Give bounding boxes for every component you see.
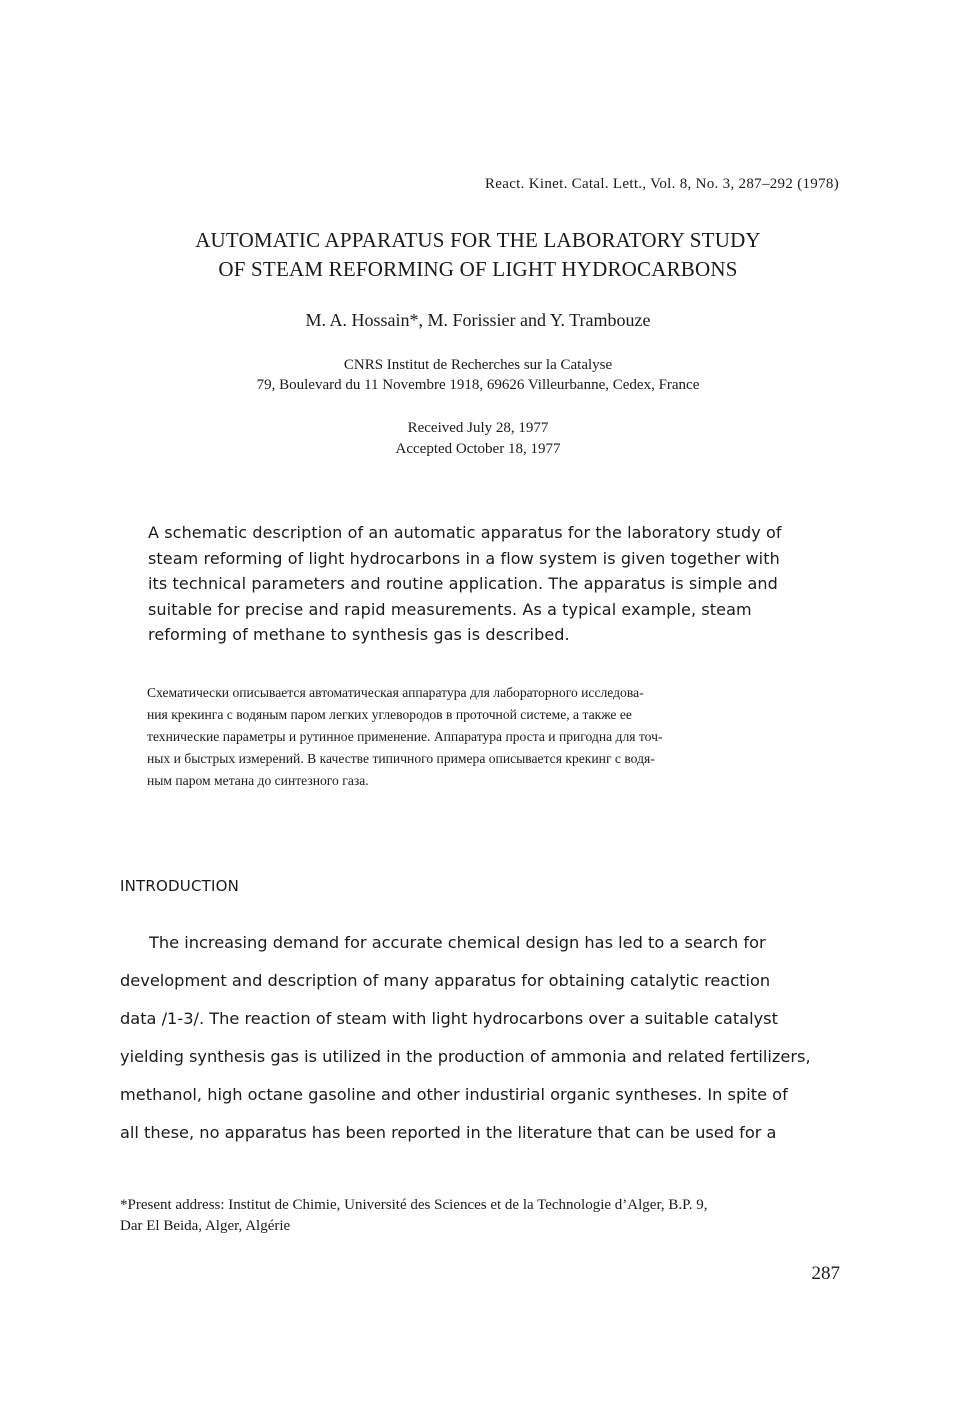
title-line: AUTOMATIC APPARATUS FOR THE LABORATORY STUDY xyxy=(195,228,761,252)
abstract-line: Схематически описывается автоматическая аппаратура для лабораторного исследова- xyxy=(147,685,644,700)
body-line: methanol, high octane gasoline and other industirial organic syntheses. In spite of xyxy=(120,1085,788,1104)
abstract-line: ным паром метана до синтезного газа. xyxy=(147,773,369,788)
abstract-russian xyxy=(147,682,847,792)
abstract-line: ния крекинга с водяным паром легких углевородов в проточной системе, а также ее xyxy=(147,707,632,722)
body-line: development and description of many apparatus for obtaining catalytic reaction xyxy=(120,971,771,990)
title-line: OF STEAM REFORMING OF LIGHT HYDROCARBONS xyxy=(218,257,738,281)
body-line: The increasing demand for accurate chemical design has led to a search for xyxy=(149,933,766,952)
footnote xyxy=(120,1195,856,1237)
abstract-line: reforming of methane to synthesis gas is described. xyxy=(148,625,570,644)
affiliation-line: 79, Boulevard du 11 Novembre 1918, 69626 Villeurbanne, Cedex, France xyxy=(256,377,700,393)
received-date: Received July 28, 1977 xyxy=(407,420,549,436)
introduction-paragraph xyxy=(120,924,860,1152)
abstract-line: технические параметры и рутинное применение. Аппаратура проста и пригодна для точ- xyxy=(147,729,663,744)
accepted-date: Accepted October 18, 1977 xyxy=(395,441,561,457)
body-line: all these, no apparatus has been reported in the literature that can be used for a xyxy=(120,1123,777,1142)
affiliation-line: CNRS Institut de Recherches sur la Catalyse xyxy=(343,357,613,373)
footnote-line: Dar El Beida, Alger, Algérie xyxy=(120,1218,291,1234)
abstract-line: steam reforming of light hydrocarbons in a flow system is given together with xyxy=(148,548,780,568)
authors: M. A. Hossain*, M. Forissier and Y. Trambouze xyxy=(305,310,651,330)
abstract-line: suitable for precise and rapid measurements. As a typical example, steam xyxy=(148,599,752,619)
section-heading: INTRODUCTION xyxy=(120,877,240,895)
submission-dates xyxy=(100,418,856,460)
journal-reference: React. Kinet. Catal. Lett., Vol. 8, No. 3, 287–292 (1978) xyxy=(485,176,839,192)
abstract-line: ных и быстрых измерений. В качестве типичного примера описывается крекинг с водя- xyxy=(147,751,655,766)
affiliation xyxy=(100,355,856,395)
paper-title xyxy=(100,226,856,284)
abstract-line: its technical parameters and routine application. The apparatus is simple and xyxy=(148,574,778,593)
abstract-line: A schematic description of an automatic apparatus for the laboratory study of xyxy=(148,523,782,542)
footnote-line: *Present address: Institut de Chimie, Université des Sciences et de la Technologie d’Alger, B.P. 9, xyxy=(120,1197,708,1213)
body-line: data /1-3/. The reaction of steam with light hydrocarbons over a suitable catalyst xyxy=(120,1009,778,1028)
page-number: 287 xyxy=(811,1263,840,1284)
body-line: yielding synthesis gas is utilized in the production of ammonia and related fertilizers, xyxy=(120,1047,811,1066)
abstract-english xyxy=(148,520,838,648)
